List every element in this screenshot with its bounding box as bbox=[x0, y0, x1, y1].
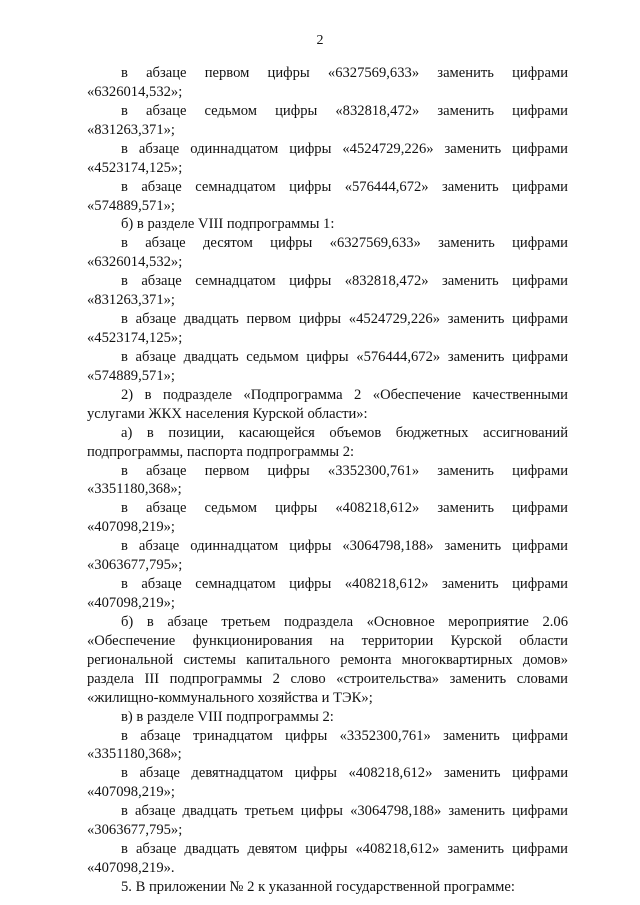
text-line: «6326014,532»; bbox=[87, 254, 183, 271]
text-line: «3351180,368»; bbox=[87, 746, 182, 763]
text-line: в абзаце одиннадцатом цифры «4524729,226» заменить цифрами bbox=[121, 140, 568, 157]
text-line: а) в позиции, касающейся объемов бюджетных ассигнований bbox=[121, 424, 568, 441]
text-line: в абзаце седьмом цифры «408218,612» заменить цифрами bbox=[121, 500, 568, 517]
text-line: «831263,371»; bbox=[87, 121, 175, 138]
text-line: в абзаце двадцать седьмом цифры «576444,672» заменить цифрами bbox=[121, 348, 568, 365]
text-line: «4523174,125»; bbox=[87, 159, 183, 176]
text-line: «407098,219»; bbox=[87, 784, 175, 801]
text-line: в абзаце семнадцатом цифры «576444,672» заменить цифрами bbox=[121, 178, 568, 195]
text-line: региональной системы капитального ремонта многоквартирных домов» bbox=[87, 651, 568, 668]
text-line: «574889,571»; bbox=[87, 197, 175, 214]
text-line: «4523174,125»; bbox=[87, 330, 183, 347]
text-line: б) в разделе VIII подпрограммы 1: bbox=[121, 216, 335, 233]
text-line: в абзаце девятнадцатом цифры «408218,612» заменить цифрами bbox=[121, 765, 568, 782]
text-line: б) в абзаце третьем подраздела «Основное мероприятие 2.06 bbox=[121, 613, 568, 630]
text-line: раздела III подпрограммы 2 слово «строительства» заменить словами bbox=[87, 670, 568, 687]
text-line: в) в разделе VIII подпрограммы 2: bbox=[121, 708, 334, 725]
text-line: в абзаце двадцать девятом цифры «408218,612» заменить цифрами bbox=[121, 841, 568, 858]
text-line: в абзаце седьмом цифры «832818,472» заменить цифрами bbox=[121, 102, 568, 119]
text-line: в абзаце семнадцатом цифры «408218,612» заменить цифрами bbox=[121, 576, 568, 593]
text-line: «Обеспечение функционирования на территории Курской области bbox=[87, 632, 568, 649]
text-line: в абзаце семнадцатом цифры «832818,472» заменить цифрами bbox=[121, 273, 568, 290]
text-line: в абзаце десятом цифры «6327569,633» заменить цифрами bbox=[121, 235, 568, 252]
text-line: подпрограммы, паспорта подпрограммы 2: bbox=[87, 443, 355, 460]
text-line: «407098,219»; bbox=[87, 519, 175, 536]
text-line: «3063677,795»; bbox=[87, 822, 183, 839]
text-line: «жилищно-коммунального хозяйства и ТЭК»; bbox=[87, 689, 373, 706]
text-line: «407098,219». bbox=[87, 860, 175, 877]
text-line: в абзаце первом цифры «3352300,761» заменить цифрами bbox=[121, 462, 568, 479]
text-line: «407098,219»; bbox=[87, 595, 175, 612]
text-line: 2) в подразделе «Подпрограмма 2 «Обеспечение качественными bbox=[121, 386, 568, 403]
page-number: 2 bbox=[316, 33, 324, 48]
text-line: услугами ЖКХ населения Курской области»: bbox=[87, 405, 368, 422]
text-line: в абзаце двадцать третьем цифры «3064798,188» заменить цифрами bbox=[121, 803, 568, 820]
text-line: в абзаце первом цифры «6327569,633» заменить цифрами bbox=[121, 65, 568, 81]
text-line: «574889,571»; bbox=[87, 367, 175, 384]
text-line: в абзаце тринадцатом цифры «3352300,761» заменить цифрами bbox=[121, 727, 568, 744]
text-line: «6326014,532»; bbox=[87, 83, 183, 100]
text-line: «3063677,795»; bbox=[87, 557, 183, 574]
text-line: «831263,371»; bbox=[87, 292, 175, 309]
text-line: в абзаце двадцать первом цифры «4524729,226» заменить цифрами bbox=[121, 311, 568, 328]
text-line: в абзаце одиннадцатом цифры «3064798,188» заменить цифрами bbox=[121, 538, 568, 555]
text-line: 5. В приложении № 2 к указанной государственной программе: bbox=[121, 878, 515, 895]
text-line: «3351180,368»; bbox=[87, 481, 182, 498]
